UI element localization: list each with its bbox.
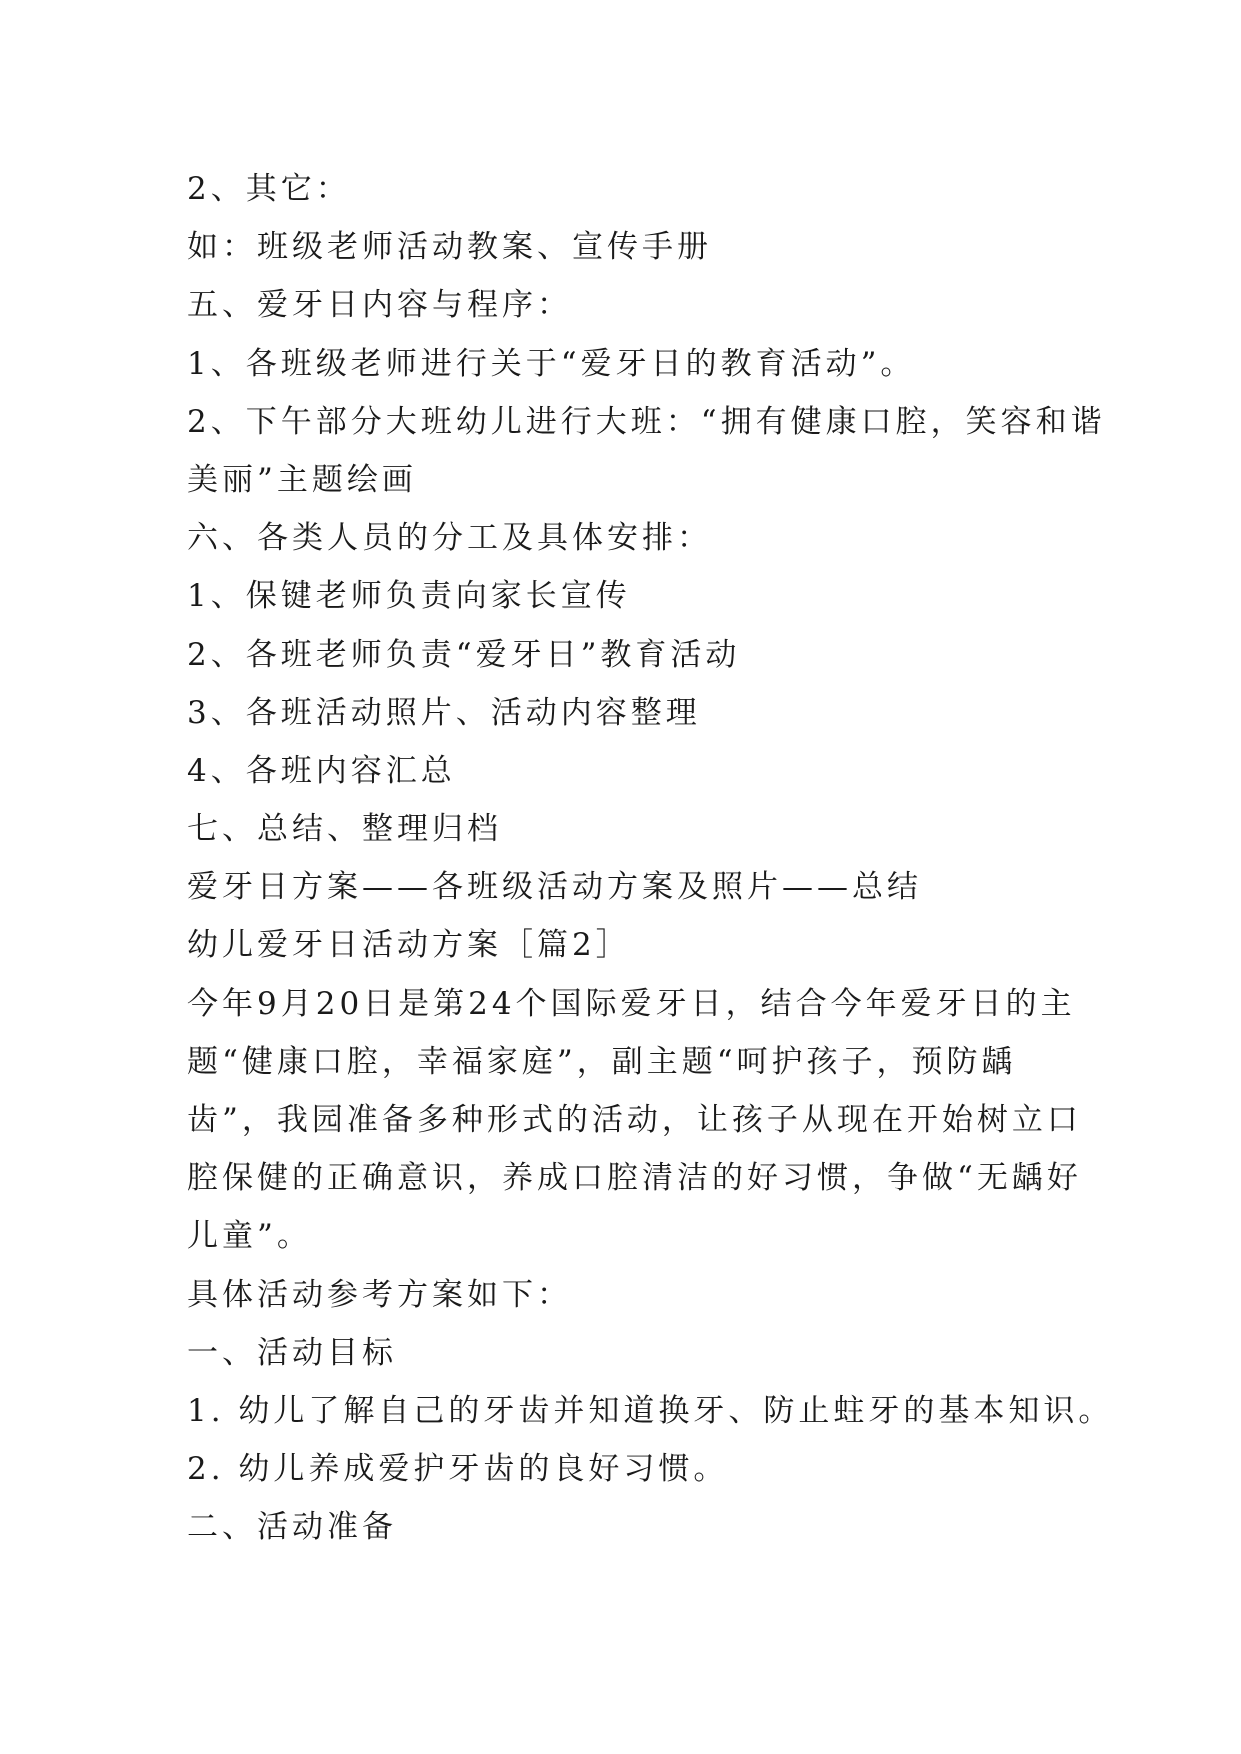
text-line: 4、各班内容汇总: [187, 752, 456, 789]
text-line: 2、其它：: [187, 171, 351, 207]
section-heading: 七、总结、整理归档: [187, 811, 502, 848]
text-line: 2、各班老师负责“爱牙日”教育活动: [187, 636, 741, 673]
section-heading: 一、活动目标: [187, 1334, 397, 1371]
text-line: 1、各班级老师进行关于“爱牙日的教育活动”。: [187, 345, 916, 382]
section-heading: 二、活动准备: [187, 1509, 397, 1546]
text-line: 具体活动参考方案如下：: [187, 1276, 572, 1313]
text-line: 2. 幼儿养成爱护牙齿的良好习惯。: [187, 1451, 729, 1488]
document-body: [187, 160, 1114, 1557]
text-line: 爱牙日方案——各班级活动方案及照片——总结: [187, 869, 922, 906]
text-line: 题“健康口腔，幸福家庭”，副主题“呵护孩子，预防龋: [187, 1043, 1017, 1080]
text-line: 1、保键老师负责向家长宣传: [187, 578, 631, 615]
text-line: 美丽”主题绘画: [187, 461, 417, 498]
text-line: 齿”，我园准备多种形式的活动，让孩子从现在开始树立口: [187, 1102, 1082, 1138]
text-line: 今年9月20日是第24个国际爱牙日，结合今年爱牙日的主: [187, 985, 1076, 1022]
text-line: 如：班级老师活动教案、宣传手册: [187, 229, 712, 266]
section-heading: 六、各类人员的分工及具体安排：: [187, 520, 712, 557]
text-line: 1. 幼儿了解自己的牙齿并知道换牙、防止蛀牙的基本知识。: [187, 1392, 1114, 1429]
text-line: 儿童”。: [187, 1218, 312, 1255]
document-title: 幼儿爱牙日活动方案［篇2］: [187, 927, 631, 964]
section-heading: 五、爱牙日内容与程序：: [187, 287, 572, 324]
text-line: 2、下午部分大班幼儿进行大班：“拥有健康口腔，笑容和谐: [187, 403, 1106, 440]
text-line: 3、各班活动照片、活动内容整理: [187, 694, 701, 731]
text-line: 腔保健的正确意识，养成口腔清洁的好习惯，争做“无龋好: [187, 1160, 1082, 1197]
